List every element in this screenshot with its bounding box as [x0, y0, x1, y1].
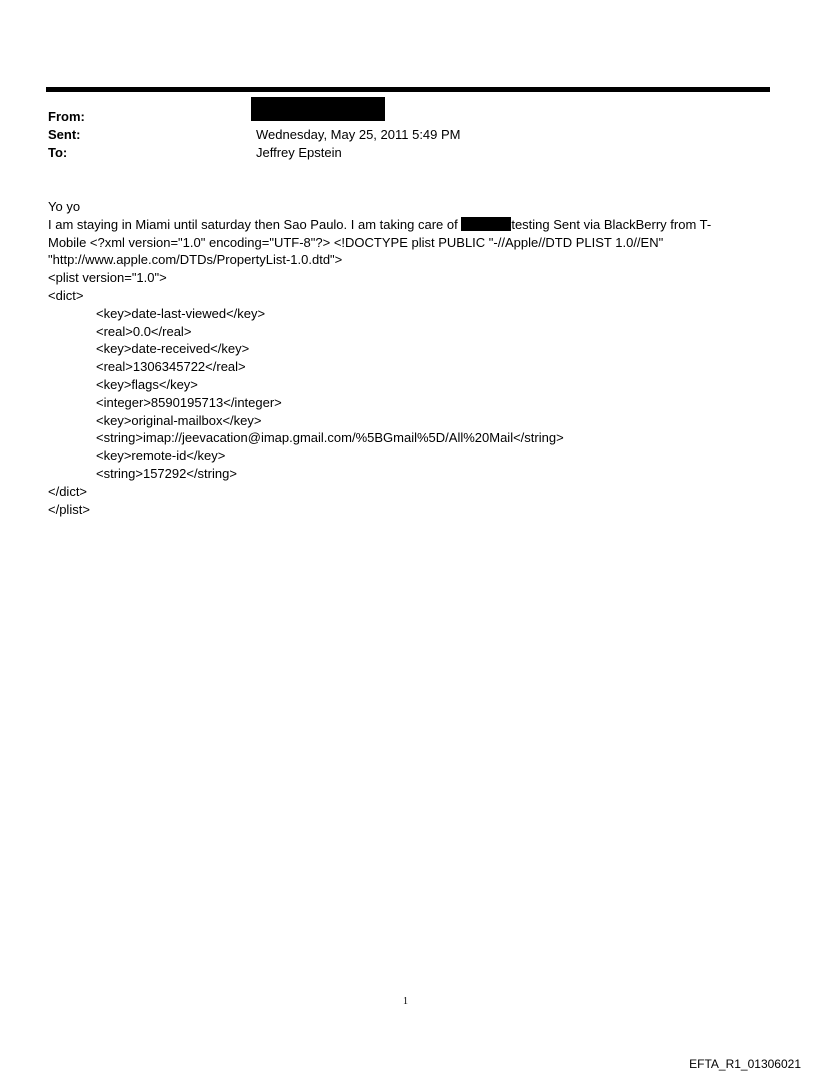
body-line-1: [48, 216, 748, 234]
dict-entry: <real>0.0</real>: [96, 323, 192, 339]
dict-entry: <key>original-mailbox</key>: [96, 412, 262, 428]
dict-entry: <key>date-last-viewed</key>: [96, 305, 266, 321]
page-number: 1: [403, 996, 408, 1007]
greeting: Yo yo: [48, 199, 81, 214]
dict-entry: <key>remote-id</key>: [96, 448, 226, 464]
message-body: [48, 198, 748, 518]
body-line-3: "http://www.apple.com/DTDs/PropertyList-1.0.dtd">: [48, 252, 343, 268]
document-id: EFTA_R1_01306021: [689, 1057, 801, 1071]
redaction-from: [251, 97, 385, 121]
dict-entry: <integer>8590195713</integer>: [96, 394, 282, 410]
dict-entry: <real>1306345722</real>: [96, 359, 246, 375]
dict-entry: <key>date-received</key>: [96, 341, 250, 357]
to-label: To:: [48, 145, 68, 160]
body-line-1-end: testing Sent via BlackBerry from T-: [511, 216, 712, 232]
header-rule: [46, 87, 770, 92]
body-line-1-start: I am staying in Miami until saturday then Sao Paulo. I am taking care of: [48, 216, 462, 232]
dict-open: <dict>: [48, 287, 84, 303]
to-value: Jeffrey Epstein: [256, 145, 342, 160]
body-line-2: Mobile <?xml version="1.0" encoding="UTF-8"?> <!DOCTYPE plist PUBLIC "-//Apple//DTD PLIST 1.0//EN": [48, 234, 664, 250]
plist-close: </plist>: [48, 501, 90, 517]
plist-open: <plist version="1.0">: [48, 270, 167, 286]
redaction-inline: [461, 217, 511, 231]
dict-entry: <key>flags</key>: [96, 376, 198, 392]
dict-close: </dict>: [48, 483, 88, 499]
dict-entry: <string>imap://jeevacation@imap.gmail.com/%5BGmail%5D/All%20Mail</string>: [96, 430, 564, 446]
sent-value: Wednesday, May 25, 2011 5:49 PM: [256, 127, 461, 142]
dict-entry: <string>157292</string>: [96, 465, 237, 481]
from-label: From:: [48, 109, 85, 124]
sent-label: Sent:: [48, 127, 81, 142]
